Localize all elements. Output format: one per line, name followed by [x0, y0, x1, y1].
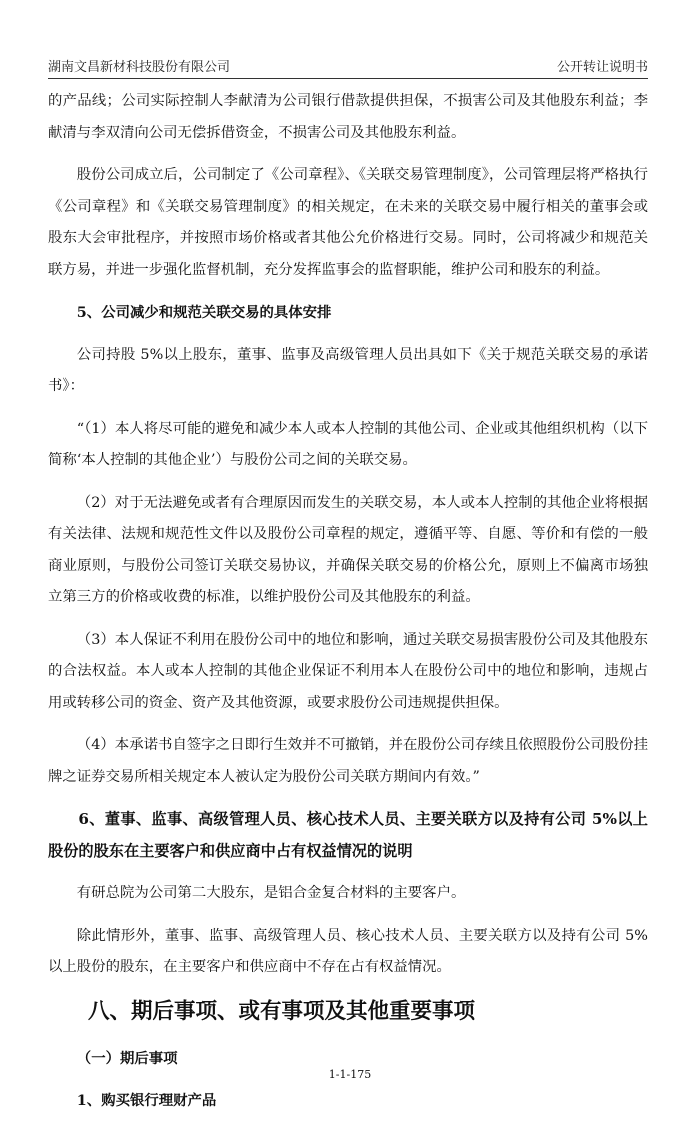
subsection-heading: （一）期后事项 [76, 1049, 178, 1067]
header-company-name: 湖南文昌新材科技股份有限公司 [48, 60, 231, 75]
section-heading-6: 6、董事、监事、高级管理人员、核心技术人员、主要关联方以及持有公司 5%以上股份的股东在主要客户和供应商中占有权益情况的说明 [48, 810, 648, 860]
commitment-item-1: “（1）本人将尽可能的避免和减少本人或本人控制的其他公司、企业或其他组织机构（以下简称‘本人控制的其他企业’）与股份公司之间的关联交易。 [48, 420, 648, 468]
header-document-type: 公开转让说明书 [556, 60, 648, 75]
commitment-item-4: （4）本承诺书自签字之日即行生效并不可撤销，并在股份公司存续且依照股份公司股份挂牌之证券交易所相关规定本人被认定为股份公司关联方期间内有效。” [48, 737, 648, 785]
document-body [48, 86, 648, 1117]
paragraph-commitment-intro: 公司持股 5%以上股东，董事、监事及高级管理人员出具如下《关于规范关联交易的承诺书》： [48, 346, 648, 394]
sub-item-heading: 1、购买银行理财产品 [76, 1092, 217, 1109]
section-heading-5: 5、公司减少和规范关联交易的具体安排 [76, 304, 332, 321]
header-divider [48, 78, 648, 79]
paragraph-no-interest: 除此情形外，董事、监事、高级管理人员、核心技术人员、主要关联方以及持有公司 5%以上股份的股东，在主要客户和供应商中不存在占有权益情况。 [48, 927, 648, 975]
page-number: 1-1-175 [328, 1068, 372, 1081]
paragraph-continued: 的产品线；公司实际控制人李献清为公司银行借款提供担保，不损害公司及其他股东利益；李献清与李双清向公司无偿拆借资金，不损害公司及其他股东利益。 [48, 93, 648, 141]
paragraph-related-party-policy: 股份公司成立后，公司制定了《公司章程》、《关联交易管理制度》，公司管理层将严格执行《公司章程》和《关联交易管理制度》的相关规定，在未来的关联交易中履行相关的董事会或股东大会审批程序，并按照市场价格或者其他公允价格进行交易。同时，公司将减少和规范关联方易，并进一步强化监督机制，充分发挥监事会的监督职能，维护公司和股东的利益。 [48, 167, 648, 278]
commitment-item-3: （3）本人保证不利用在股份公司中的地位和影响，通过关联交易损害股份公司及其他股东的合法权益。本人或本人控制的其他企业保证不利用本人在股份公司中的地位和影响，违规占用或转移公司的资金、资产及其他资源，或要求股份公司违规提供担保。 [48, 631, 648, 711]
chapter-heading: 八、期后事项、或有事项及其他重要事项 [88, 998, 476, 1024]
commitment-item-2: （2）对于无法避免或者有合理原因而发生的关联交易，本人或本人控制的其他企业将根据有关法律、法规和规范性文件以及股份公司章程的规定，遵循平等、自愿、等价和有偿的一般商业原则，与股份公司签订关联交易协议，并确保关联交易的价格公允，原则上不偏离市场独立第三方的价格或收费的标准，以维护股份公司及其他股东的利益。 [48, 494, 648, 605]
paragraph-major-customer: 有研总院为公司第二大股东，是铝合金复合材料的主要客户。 [76, 885, 466, 901]
